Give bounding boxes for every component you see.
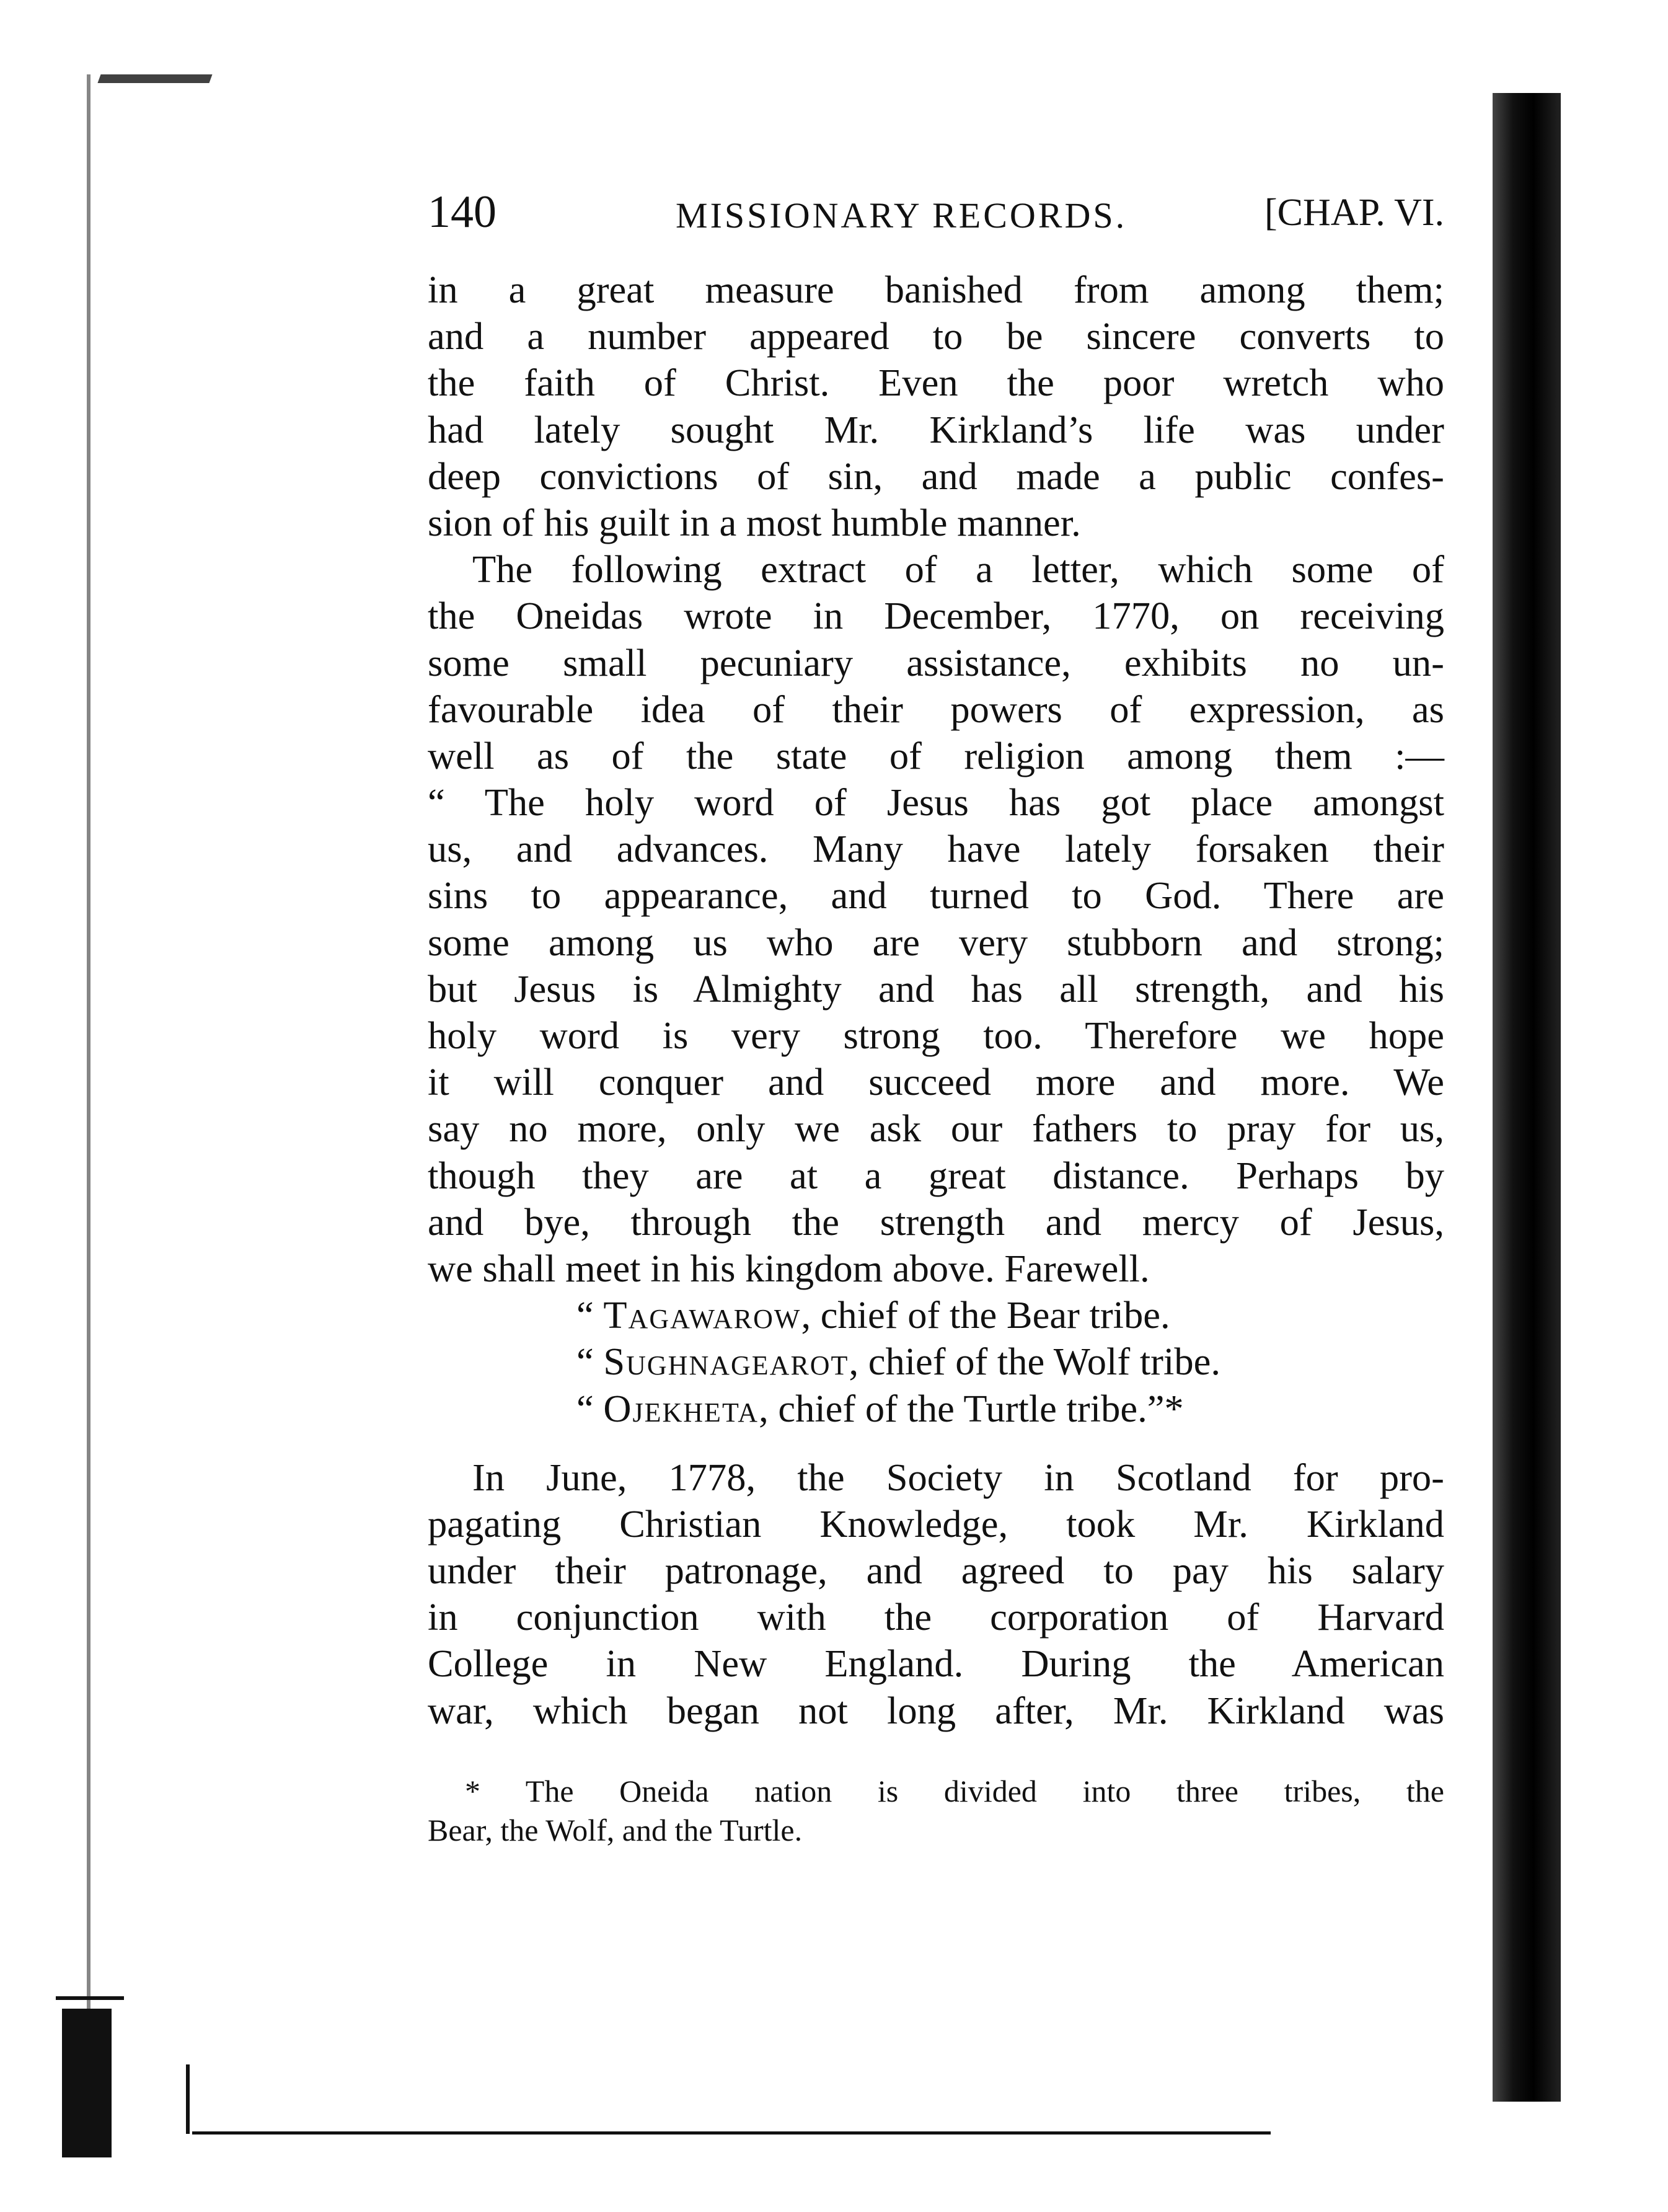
- footnote: [428, 1772, 1444, 1850]
- text-line: sion of his guilt in a most humble manner.: [428, 500, 1081, 544]
- signature-quote: “: [576, 1386, 604, 1430]
- signature-name: Tagawarow: [603, 1293, 801, 1337]
- text-line: war, which began not long after, Mr. Kirkland was: [428, 1688, 1444, 1732]
- text-line: in conjunction with the corporation of Harvard: [428, 1595, 1444, 1639]
- scan-artifact-left-edge: [87, 74, 90, 2145]
- text-line: favourable idea of their powers of expression, as: [428, 687, 1444, 731]
- scan-artifact-left-block: [62, 2009, 112, 2157]
- text-line: holy word is very strong too. Therefore we hope: [428, 1014, 1444, 1057]
- scan-artifact-bottom-rule: [192, 2131, 1271, 2135]
- chapter-label: [CHAP. VI.: [1264, 192, 1444, 234]
- signature-name: Ojekheta: [603, 1386, 759, 1430]
- text-line: deep convictions of sin, and made a public confes-: [428, 454, 1444, 498]
- text-line: we shall meet in his kingdom above. Farewell.: [428, 1246, 1150, 1290]
- text-line: pagating Christian Knowledge, took Mr. Kirkland: [428, 1502, 1444, 1546]
- text-line: some among us who are very stubborn and strong;: [428, 920, 1444, 964]
- text-line: it will conquer and succeed more and more. We: [428, 1060, 1444, 1104]
- footnote-line: * The Oneida nation is divided into three tribes, the: [465, 1774, 1444, 1808]
- signature-quote: “: [576, 1340, 604, 1384]
- scan-artifact-bottom-corner: [186, 2064, 190, 2134]
- running-title: MISSIONARY RECORDS.: [676, 195, 1127, 236]
- signature-title: , chief of the Bear tribe.: [801, 1293, 1170, 1337]
- signature-line: [428, 1386, 1444, 1432]
- signature-line: [428, 1338, 1444, 1385]
- scan-artifact-right-bar: [1493, 93, 1561, 2102]
- text-line: The following extract of a letter, which some of: [472, 547, 1444, 591]
- text-line: under their patronage, and agreed to pay his salary: [428, 1549, 1444, 1593]
- text-line: some small pecuniary assistance, exhibits no un-: [428, 640, 1444, 684]
- text-line: and bye, through the strength and mercy of Jesus,: [428, 1200, 1444, 1244]
- paragraph-gap: [428, 1432, 1444, 1454]
- text-line: College in New England. During the American: [428, 1642, 1444, 1686]
- signature-title: , chief of the Turtle tribe.”*: [759, 1386, 1184, 1430]
- text-line: sins to appearance, and turned to God. There are: [428, 874, 1444, 918]
- footnote-line: Bear, the Wolf, and the Turtle.: [428, 1813, 803, 1847]
- text-line: had lately sought Mr. Kirkland’s life was under: [428, 407, 1444, 451]
- text-line: and a number appeared to be sincere converts to: [428, 314, 1444, 358]
- text-line: well as of the state of religion among them :—: [428, 733, 1444, 777]
- body-text: [428, 267, 1444, 1734]
- page-number: 140: [428, 187, 496, 237]
- text-line: though they are at a great distance. Perhaps by: [428, 1153, 1444, 1197]
- text-line: In June, 1778, the Society in Scotland for pro-: [472, 1455, 1444, 1499]
- scan-artifact-top: [97, 74, 212, 83]
- signature-quote: “: [576, 1293, 604, 1337]
- text-line: say no more, only we ask our fathers to pray for us,: [428, 1107, 1444, 1151]
- text-line: “ The holy word of Jesus has got place amongst: [428, 781, 1444, 825]
- signature-line: [428, 1292, 1444, 1338]
- text-line: the faith of Christ. Even the poor wretch who: [428, 361, 1444, 405]
- signature-title: , chief of the Wolf tribe.: [849, 1340, 1220, 1384]
- text-line: us, and advances. Many have lately forsaken their: [428, 827, 1444, 871]
- scan-artifact-left-dash: [56, 1996, 124, 2000]
- text-line: the Oneidas wrote in December, 1770, on receiving: [428, 594, 1444, 638]
- text-line: but Jesus is Almighty and has all strength, and his: [428, 967, 1444, 1011]
- signature-name: Sughnagearot: [603, 1340, 849, 1384]
- running-head: [428, 186, 1444, 242]
- text-line: in a great measure banished from among them;: [428, 268, 1444, 311]
